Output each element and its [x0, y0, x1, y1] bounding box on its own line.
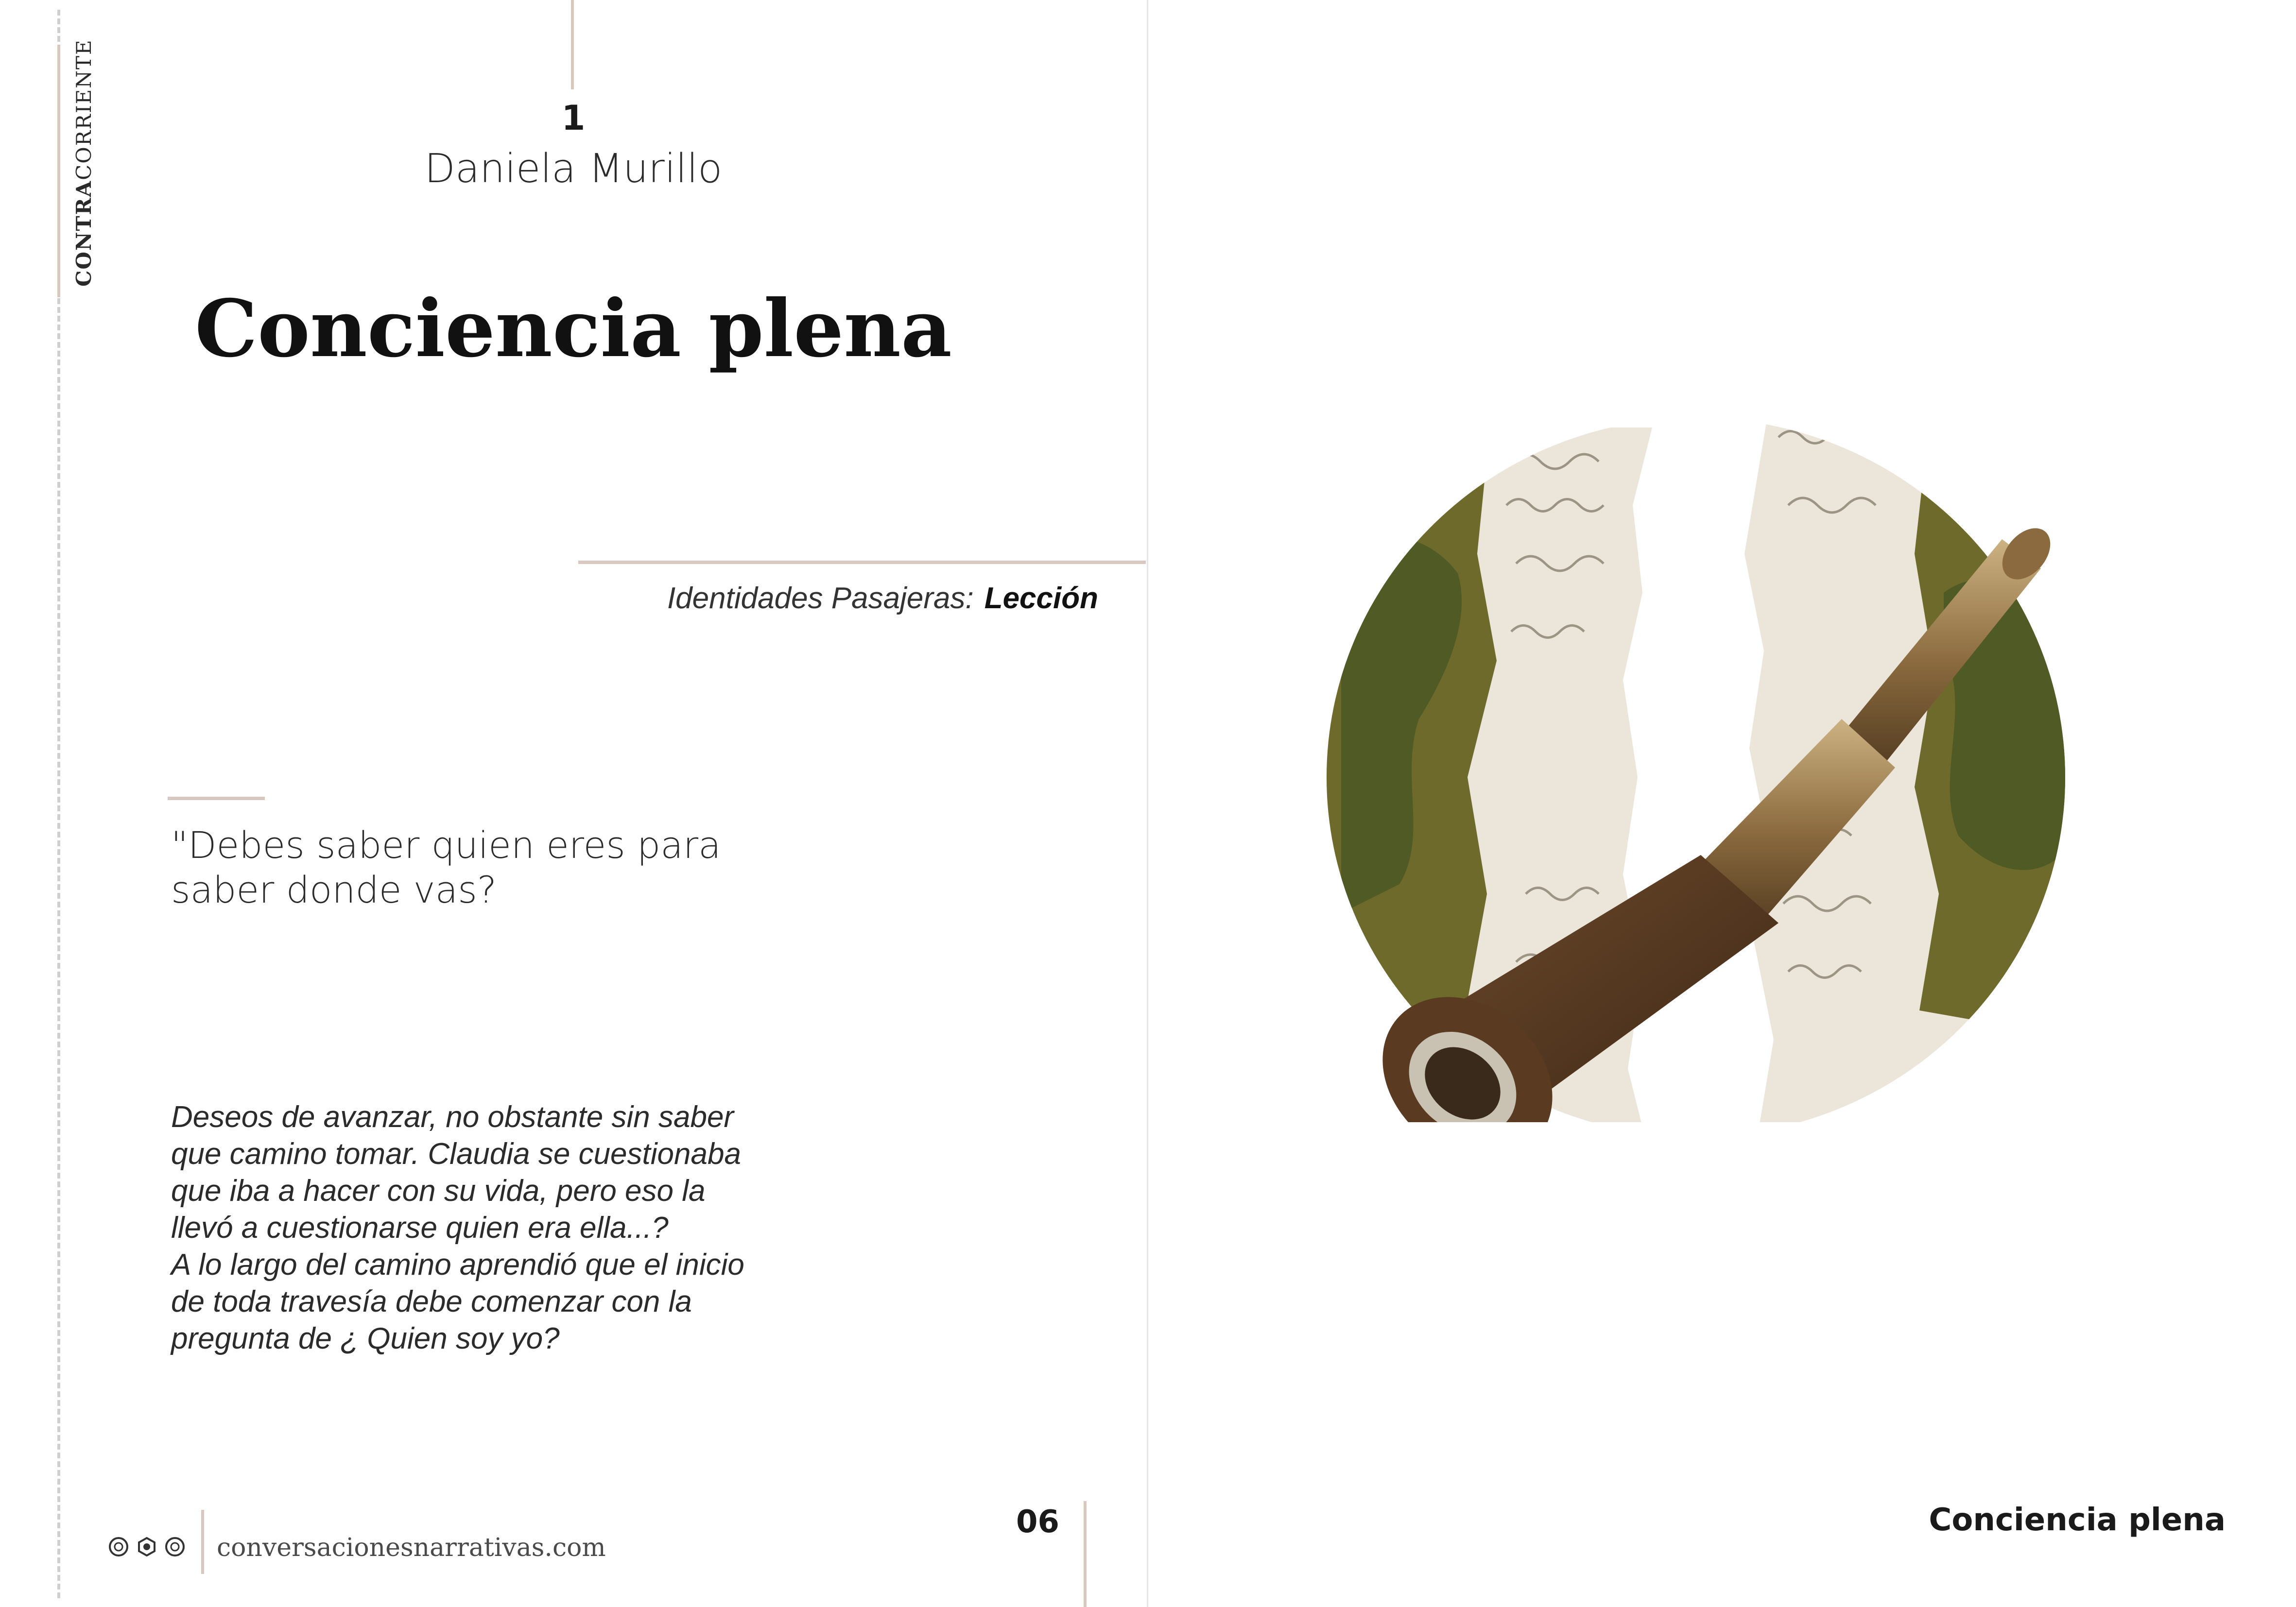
running-title: Conciencia plena	[1929, 1502, 2226, 1538]
author-name: Daniela Murillo	[424, 146, 723, 192]
body-line: llevó a cuestionarse quien era ella...?	[171, 1211, 669, 1245]
body-line: A lo largo del camino aprendió que el inicio	[171, 1248, 744, 1282]
brand-bold: CONTRA	[72, 180, 96, 287]
margin-accent-rule	[57, 45, 60, 297]
body-line: de toda travesía debe comenzar con la	[171, 1285, 692, 1318]
body-line: pregunta de ¿ Quien soy yo?	[171, 1322, 560, 1355]
page-number-rule	[1084, 1501, 1087, 1607]
footer-separator	[201, 1510, 204, 1574]
series-label	[544, 581, 1098, 615]
top-accent-rule	[571, 0, 574, 89]
chapter-number: 1	[561, 98, 586, 138]
section-rule	[578, 561, 1146, 564]
body-line: que camino tomar. Claudia se cuestionaba	[171, 1137, 741, 1171]
site-url[interactable]: conversacionesnarrativas.com	[217, 1533, 606, 1562]
page-number: 06	[1016, 1504, 1059, 1540]
pull-quote: "Debes saber quien eres para saber donde vas?	[171, 823, 721, 911]
quote-rule	[168, 797, 265, 800]
article-title: Conciencia plena	[195, 283, 952, 375]
body-line: Deseos de avanzar, no obstante sin saber	[171, 1100, 734, 1134]
body-line: que iba a hacer con su vida, pero eso la	[171, 1174, 706, 1208]
three-circles-logo-icon	[108, 1536, 186, 1557]
magazine-brand	[72, 39, 101, 287]
series-prefix: Identidades Pasajeras:	[667, 581, 974, 615]
series-name: Lección	[984, 581, 1098, 615]
spread-divider	[1147, 0, 1148, 1607]
brand-light: CORRIENTE	[72, 39, 96, 180]
body-text	[171, 1099, 754, 1357]
telescope-collage-illustration	[1283, 408, 2109, 1122]
